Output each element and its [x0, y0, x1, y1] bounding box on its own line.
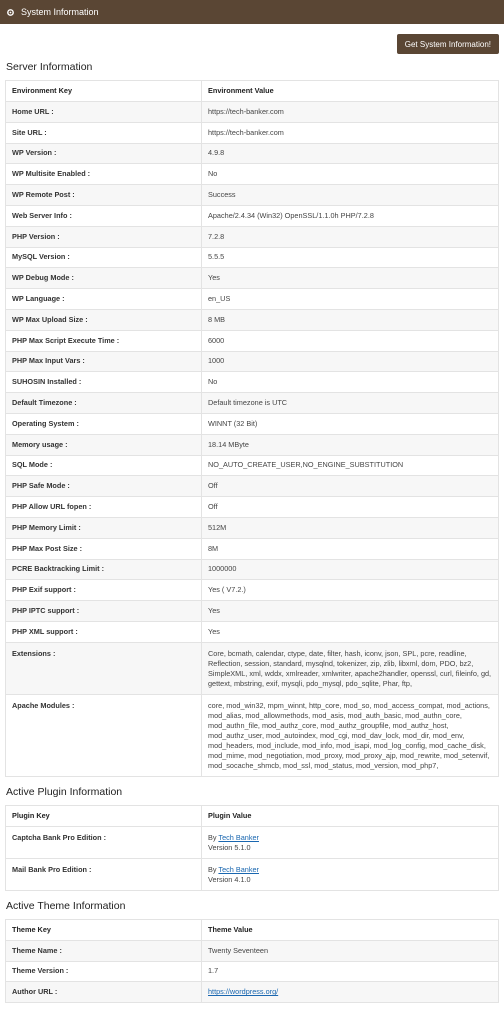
- table-row: [6, 455, 499, 476]
- row-key: PHP Memory Limit :: [6, 517, 202, 538]
- row-value: Off: [202, 497, 499, 518]
- row-key: Apache Modules :: [6, 694, 202, 776]
- row-key: Home URL :: [6, 102, 202, 123]
- table-row: [6, 538, 499, 559]
- row-key: Operating System :: [6, 413, 202, 434]
- row-key: WP Language :: [6, 289, 202, 310]
- theme-information-table: [5, 919, 499, 1003]
- plugin-information-table: [5, 805, 499, 891]
- row-value: Success: [202, 185, 499, 206]
- row-value: No: [202, 164, 499, 185]
- title-bar: [0, 0, 504, 24]
- row-key: PHP Max Input Vars :: [6, 351, 202, 372]
- server-information-heading: Server Information: [6, 61, 93, 73]
- column-header-plugin-key: Plugin Key: [6, 805, 202, 826]
- row-value: 1000: [202, 351, 499, 372]
- row-key: PHP Exif support :: [6, 580, 202, 601]
- table-row: [6, 289, 499, 310]
- row-key: WP Version :: [6, 143, 202, 164]
- table-row: [6, 826, 499, 858]
- table-row: [6, 497, 499, 518]
- table-row: [6, 143, 499, 164]
- row-key: SUHOSIN Installed :: [6, 372, 202, 393]
- row-value: 8 MB: [202, 309, 499, 330]
- table-row: [6, 268, 499, 289]
- row-key: WP Remote Post :: [6, 185, 202, 206]
- table-row: [6, 940, 499, 961]
- row-key: WP Debug Mode :: [6, 268, 202, 289]
- row-value: 18.14 MByte: [202, 434, 499, 455]
- row-value: 8M: [202, 538, 499, 559]
- row-value: 6000: [202, 330, 499, 351]
- row-value: Yes: [202, 268, 499, 289]
- row-value: 4.9.8: [202, 143, 499, 164]
- row-key: PHP Safe Mode :: [6, 476, 202, 497]
- table-row: [6, 982, 499, 1003]
- row-value: 1.7: [202, 961, 499, 982]
- page-title: System Information: [21, 7, 99, 17]
- row-key: SQL Mode :: [6, 455, 202, 476]
- table-row: [6, 858, 499, 890]
- column-header-theme-value: Theme Value: [202, 919, 499, 940]
- row-value: core, mod_win32, mpm_winnt, http_core, mod_so, mod_access_compat, mod_actions, mod_alias, mod_allowmethods, mod_asis, mod_auth_basic, mod_authn_core, mod_authn_file, mod_authz_core, mod_authz_groupfile, mod_authz_host, mod_authz_user, mod_autoindex, mod_cgi, mod_dav_lock, mod_dir, mod_env, mod_headers, mod_include, mod_info, mod_isapi, mod_log_config, mod_cache_disk, mod_mime, mod_negotiation, mod_proxy, mod_proxy_ajp, mod_rewrite, mod_setenvif, mod_socache_shmcb, mod_ssl, mod_status, mod_version, mod_php7,: [202, 694, 499, 776]
- row-value: Yes: [202, 621, 499, 642]
- row-value: WINNT (32 Bit): [202, 413, 499, 434]
- row-key: PHP IPTC support :: [6, 601, 202, 622]
- row-key: MySQL Version :: [6, 247, 202, 268]
- table-row: [6, 413, 499, 434]
- row-key: Captcha Bank Pro Edition :: [6, 826, 202, 858]
- row-value: [202, 858, 499, 890]
- active-theme-information-heading: Active Theme Information: [6, 899, 126, 912]
- table-row: [6, 102, 499, 123]
- row-key: Default Timezone :: [6, 393, 202, 414]
- row-key: PHP XML support :: [6, 621, 202, 642]
- table-row: [6, 580, 499, 601]
- gear-icon: [6, 8, 15, 17]
- row-key: WP Max Upload Size :: [6, 309, 202, 330]
- column-header-theme-key: Theme Key: [6, 919, 202, 940]
- row-value: Apache/2.4.34 (Win32) OpenSSL/1.1.0h PHP/7.2.8: [202, 205, 499, 226]
- table-row: [6, 351, 499, 372]
- row-value: Core, bcmath, calendar, ctype, date, filter, hash, iconv, json, SPL, pcre, readline, Reflection, session, standard, mysqlnd, tokenizer, zip, zlib, libxml, dom, PDO, bz2, SimpleXML, xml, wddx, xmlreader, xmlwriter, apache2handler, openssl, curl, fileinfo, gd, gettext, mbstring, exif, mysqli, pdo_mysql, pdo_sqlite, Phar, ftp,: [202, 642, 499, 694]
- row-key: Site URL :: [6, 122, 202, 143]
- row-value: 5.5.5: [202, 247, 499, 268]
- table-row: [6, 476, 499, 497]
- table-row: [6, 434, 499, 455]
- row-value: 1000000: [202, 559, 499, 580]
- author-link[interactable]: Tech Banker: [218, 864, 259, 874]
- row-key: Theme Version :: [6, 961, 202, 982]
- table-row-extensions: [6, 642, 499, 694]
- table-row: [6, 164, 499, 185]
- row-value: Yes: [202, 601, 499, 622]
- table-row: [6, 601, 499, 622]
- row-value: Off: [202, 476, 499, 497]
- table-row: [6, 309, 499, 330]
- row-key: Mail Bank Pro Edition :: [6, 858, 202, 890]
- table-row: [6, 961, 499, 982]
- table-row: [6, 247, 499, 268]
- table-row: [6, 517, 499, 538]
- row-key: WP Multisite Enabled :: [6, 164, 202, 185]
- column-header-plugin-value: Plugin Value: [202, 805, 499, 826]
- row-key: Web Server Info :: [6, 205, 202, 226]
- table-row: [6, 226, 499, 247]
- table-row-apache-modules: [6, 694, 499, 776]
- row-value: [202, 982, 499, 1003]
- active-plugin-information-heading: Active Plugin Information: [6, 785, 123, 798]
- row-key: Theme Name :: [6, 940, 202, 961]
- row-value: 7.2.8: [202, 226, 499, 247]
- row-value: Twenty Seventeen: [202, 940, 499, 961]
- by-label: By: [208, 832, 219, 842]
- column-header-environment-value: Environment Value: [202, 81, 499, 102]
- table-row: [6, 185, 499, 206]
- table-row: [6, 621, 499, 642]
- table-row: [6, 372, 499, 393]
- table-row: [6, 330, 499, 351]
- author-url-link[interactable]: https://wordpress.org/: [208, 987, 279, 997]
- row-key: PHP Version :: [6, 226, 202, 247]
- row-value: No: [202, 372, 499, 393]
- table-row: [6, 393, 499, 414]
- by-label: By: [208, 864, 219, 874]
- row-value: en_US: [202, 289, 499, 310]
- table-row: [6, 559, 499, 580]
- row-value: 512M: [202, 517, 499, 538]
- row-key: PHP Max Post Size :: [6, 538, 202, 559]
- row-value: Yes ( V7.2.): [202, 580, 499, 601]
- get-system-information-button[interactable]: Get System Information!: [397, 34, 499, 54]
- row-key: Extensions :: [6, 642, 202, 694]
- row-value: [202, 826, 499, 858]
- server-information-table: [5, 80, 499, 777]
- row-key: Author URL :: [6, 982, 202, 1003]
- table-row: [6, 122, 499, 143]
- author-link[interactable]: Tech Banker: [218, 832, 259, 842]
- column-header-environment-key: Environment Key: [6, 81, 202, 102]
- table-row: [6, 205, 499, 226]
- row-value: https://tech-banker.com: [202, 122, 499, 143]
- toolbar: [0, 30, 504, 58]
- row-value: https://tech-banker.com: [202, 102, 499, 123]
- row-key: PCRE Backtracking Limit :: [6, 559, 202, 580]
- row-key: PHP Max Script Execute Time :: [6, 330, 202, 351]
- row-key: PHP Allow URL fopen :: [6, 497, 202, 518]
- row-value: NO_AUTO_CREATE_USER,NO_ENGINE_SUBSTITUTION: [202, 455, 499, 476]
- row-key: Memory usage :: [6, 434, 202, 455]
- row-value: Default timezone is UTC: [202, 393, 499, 414]
- plugin-version: Version 4.1.0: [208, 874, 251, 884]
- plugin-version: Version 5.1.0: [208, 842, 251, 852]
